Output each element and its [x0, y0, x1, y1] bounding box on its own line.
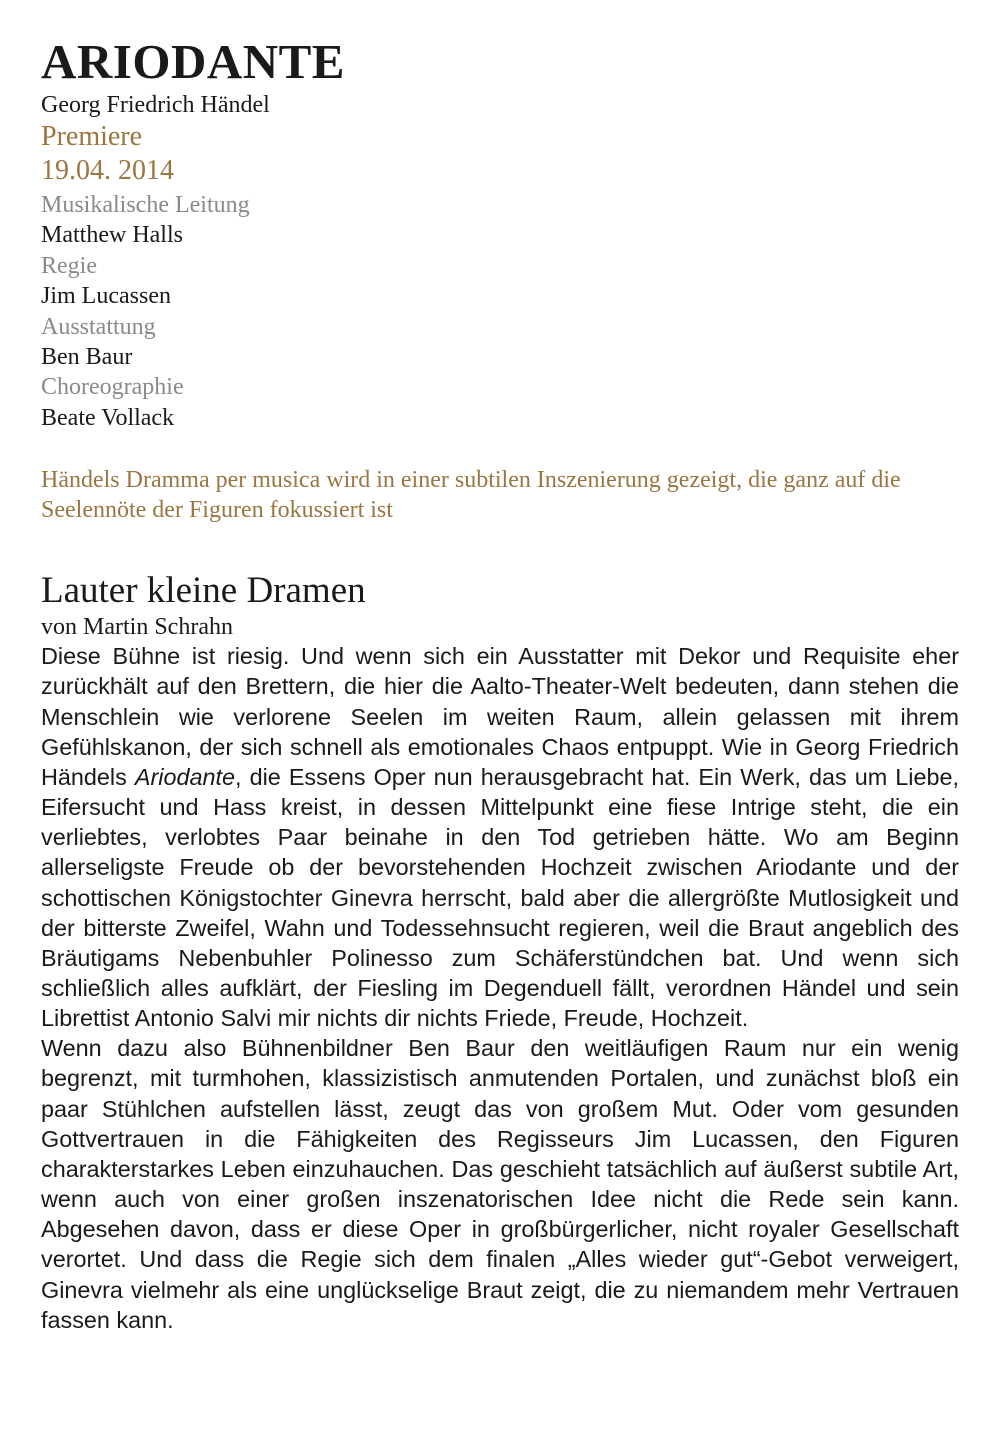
premiere-date: 19.04. 2014: [41, 155, 174, 186]
credit-role-choreographer: Choreographie: [41, 374, 184, 401]
credits-list: [41, 190, 959, 433]
credit-role-conductor: Musikalische Leitung: [41, 192, 250, 218]
premiere-label: Premiere: [41, 121, 143, 152]
paragraph-1-work-title: Ariodante: [134, 763, 236, 790]
article-author: von Martin Schrahn: [41, 614, 233, 641]
credit-name-director: Jim Lucassen: [41, 283, 171, 310]
article-title: Lauter kleine Dramen: [41, 570, 366, 612]
credit-name-designer: Ben Baur: [41, 344, 133, 371]
document-page: [41, 34, 959, 1335]
article-paragraph-1: [41, 641, 959, 1033]
composer-name: Georg Friedrich Händel: [41, 92, 270, 118]
credit-role-designer: Ausstattung: [41, 313, 156, 340]
credit-name-conductor: Matthew Halls: [41, 222, 183, 249]
paragraph-1-text-a: Diese Bühne ist riesig. Und wenn sich ein Ausstatter mit Dekor und Requisite eher zurückhält auf den Brettern, die hier die Aalto-Theater-Welt bedeuten, dann stehen die Menschlein wie verlorene Seelen im weiten Raum, allein gelassen mit ihrem Gefühlskanon, der sich schnell als emotionales Chaos entpuppt. Wie in Georg Friedrich Händels: [41, 643, 959, 790]
opera-title: ARIODANTE: [41, 34, 345, 89]
paragraph-1-text-b: , die Essens Oper nun herausgebracht hat. Ein Werk, das um Liebe, Eifersucht und Hass kreist, in dessen Mittelpunkt eine fiese Intrige steht, die ein verliebtes, verlobtes Paar beinahe in den Tod getrieben hätte. Wo am Beginn allerseligste Freude ob der bevorstehenden Hochzeit zwischen Ariodante und der schottischen Königstochter Ginevra herrscht, bald aber die allergrößte Mutlosigkeit und der bitterste Zweifel, Wahn und Todessehnsucht regieren, weil die Braut angeblich des Bräutigams Nebenbuhler Polinesso zum Schäferstündchen bat. Und wenn sich schließlich alles aufklärt, der Fiesling im Degenduell fällt, verordnen Händel und sein Librettist Antonio Salvi mir nichts dir nichts Friede, Freude, Hochzeit.: [41, 763, 959, 1032]
credit-name-choreographer: Beate Vollack: [41, 404, 175, 431]
article-paragraph-2: Wenn dazu also Bühnenbildner Ben Baur den weitläufigen Raum nur ein wenig begrenzt, mit turmhohen, klassizistisch anmutenden Portalen, und zunächst bloß ein paar Stühlchen aufstellen lässt, zeugt das von großem Mut. Oder vom gesunden Gottvertrauen in die Fähigkeiten des Regisseurs Jim Lucassen, den Figuren charakterstarkes Leben einzuhauchen. Das geschieht tatsächlich auf äußerst subtile Art, wenn auch von einer großen inszenatorischen Idee nicht die Rede sein kann. Abgesehen davon, dass er diese Oper in großbürgerlicher, nicht royaler Gesellschaft verortet. Und dass die Regie sich dem finalen „Alles wieder gut“-Gebot verweigert, Ginevra vielmehr als eine unglückselige Braut zeigt, die zu niemandem mehr Vertrauen fassen kann.: [41, 1035, 959, 1333]
teaser-text: Händels Dramma per musica wird in einer subtilen Inszenierung gezeigt, die ganz auf die Seelennöte der Figuren fokussiert ist: [41, 467, 901, 524]
credit-role-director: Regie: [41, 252, 97, 279]
